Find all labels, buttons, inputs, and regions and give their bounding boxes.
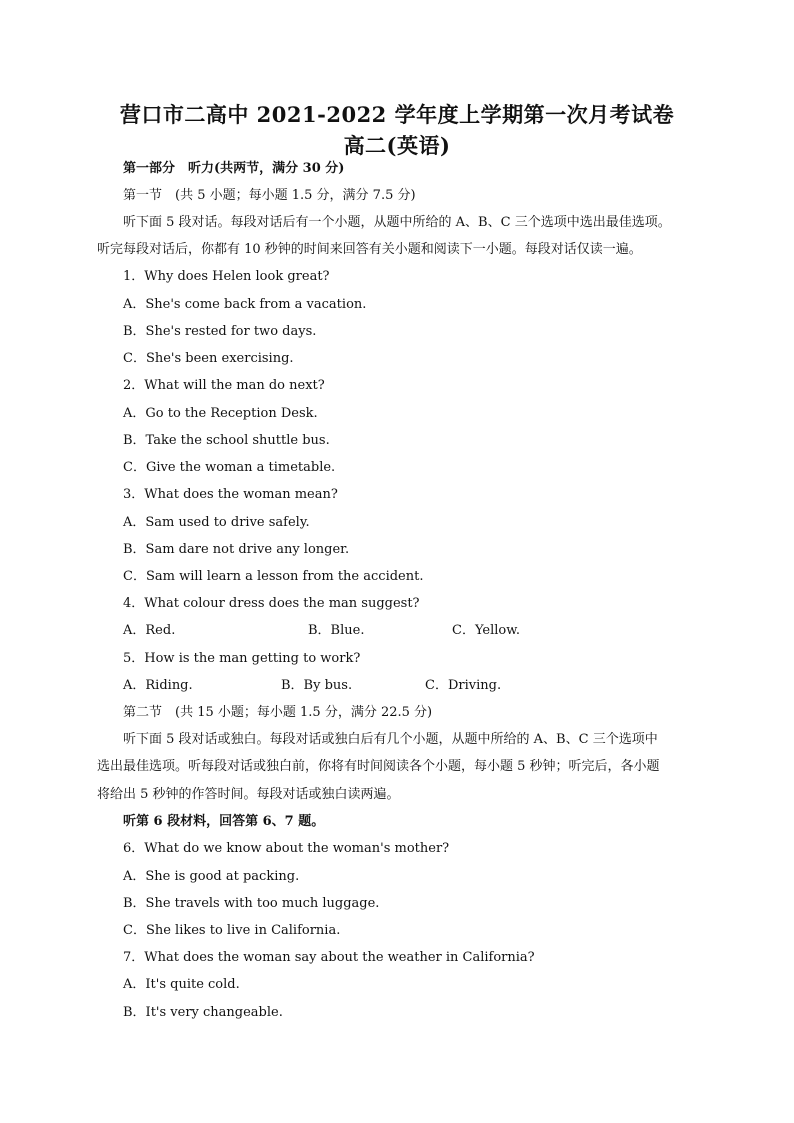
- q5-options: [123, 677, 623, 694]
- section1-heading: 第一节 (共 5 小题；每小题 1.5 分，满分 7.5 分): [123, 188, 416, 203]
- q2-option-a: A．Go to the Reception Desk.: [123, 406, 318, 421]
- section2-instruction-line3: 将给出 5 秒钟的作答时间。每段对话或独白读两遍。: [97, 787, 400, 802]
- q6-option-a: A．She is good at packing.: [123, 869, 300, 884]
- q1-option-c: C．She's been exercising.: [123, 351, 294, 366]
- material6-heading: 听第 6 段材料，回答第 6、7 题。: [123, 814, 325, 829]
- q5-option-b: B．By bus.: [281, 678, 353, 693]
- q1-option-b: B．She's rested for two days.: [123, 324, 317, 339]
- q4-stem: 4．What colour dress does the man suggest?: [123, 596, 420, 611]
- q1-stem: 1．Why does Helen look great?: [123, 269, 330, 284]
- q3-option-b: B．Sam dare not drive any longer.: [123, 542, 350, 557]
- q2-option-c: C．Give the woman a timetable.: [123, 460, 336, 475]
- exam-title: 营口市二高中 2021-2022 学年度上学期第一次月考试卷: [119, 102, 675, 127]
- q7-option-b: B．It's very changeable.: [123, 1005, 283, 1020]
- q5-option-c: C．Driving.: [425, 678, 502, 693]
- q3-option-a: A．Sam used to drive safely.: [123, 515, 310, 530]
- q7-option-a: A．It's quite cold.: [123, 977, 240, 992]
- section2-instruction-line1: 听下面 5 段对话或独白。每段对话或独白后有几个小题，从题中所给的 A、B、C 三个选项中: [123, 732, 658, 747]
- q1-option-a: A．She's come back from a vacation.: [123, 297, 367, 312]
- q2-option-b: B．Take the school shuttle bus.: [123, 433, 330, 448]
- q3-option-c: C．Sam will learn a lesson from the accident.: [123, 569, 424, 584]
- q4-option-c: C．Yellow.: [452, 623, 520, 638]
- q5-option-a: A．Riding.: [123, 678, 193, 693]
- section2-instruction-line2: 选出最佳选项。听每段对话或独白前，你将有时间阅读各个小题，每小题 5 秒钟；听完后，各小题: [97, 759, 660, 774]
- q7-stem: 7．What does the woman say about the weather in California?: [123, 950, 535, 965]
- exam-subtitle: 高二(英语): [343, 133, 451, 158]
- q5-stem: 5．How is the man getting to work?: [123, 651, 361, 666]
- q4-option-b: B．Blue.: [308, 623, 365, 638]
- q4-option-a: A．Red.: [123, 623, 176, 638]
- q6-option-b: B．She travels with too much luggage.: [123, 896, 380, 911]
- q6-option-c: C．She likes to live in California.: [123, 923, 341, 938]
- section2-heading: 第二节 (共 15 小题；每小题 1.5 分，满分 22.5 分): [123, 705, 433, 720]
- section1-instruction-line1: 听下面 5 段对话。每段对话后有一个小题，从题中所给的 A、B、C 三个选项中选出最佳选项。: [123, 215, 671, 230]
- q3-stem: 3．What does the woman mean?: [123, 487, 338, 502]
- q6-stem: 6．What do we know about the woman's mother?: [123, 841, 450, 856]
- part1-heading: 第一部分 听力(共两节，满分 30 分): [123, 161, 345, 176]
- q4-options: [123, 622, 623, 639]
- q2-stem: 2．What will the man do next?: [123, 378, 325, 393]
- section1-instruction-line2: 听完每段对话后，你都有 10 秒钟的时间来回答有关小题和阅读下一小题。每段对话仅读一遍。: [97, 242, 642, 257]
